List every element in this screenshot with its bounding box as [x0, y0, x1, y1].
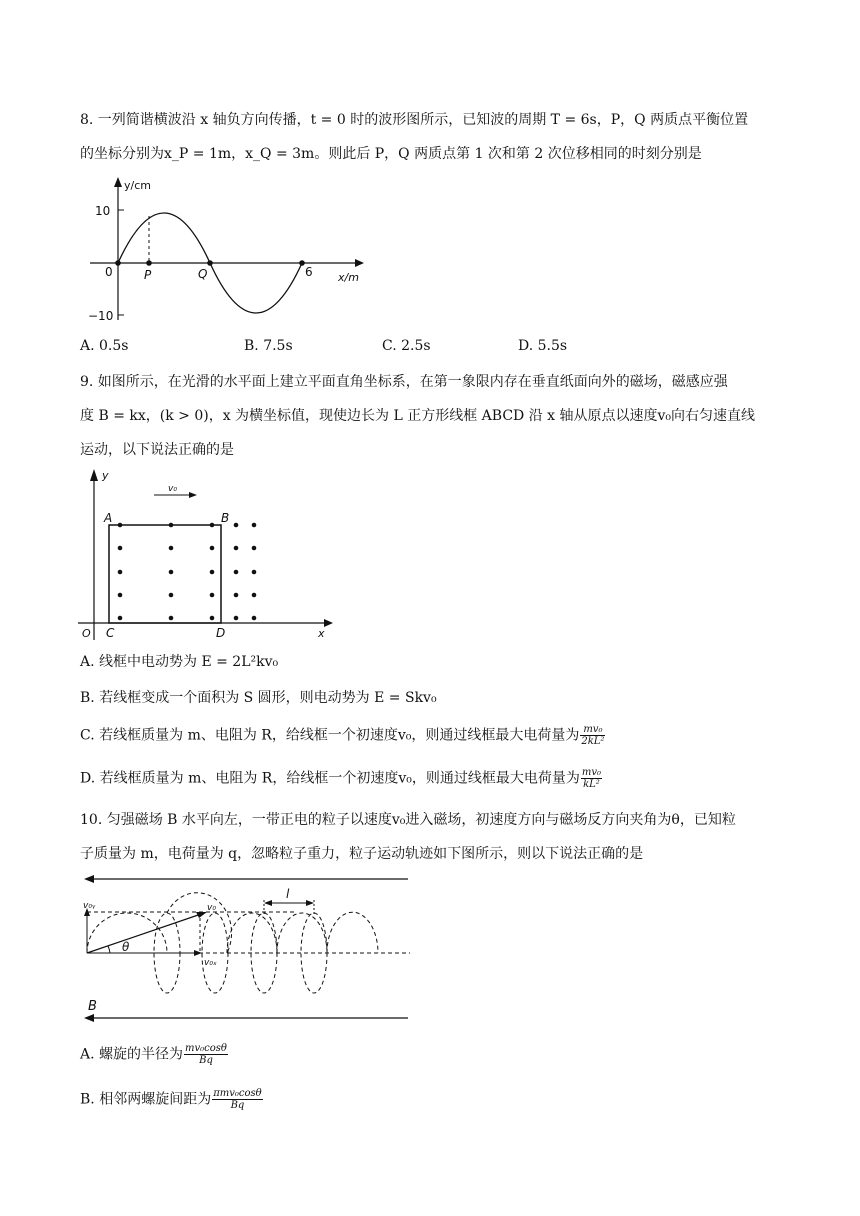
- q8-option-a[interactable]: A. 0.5s: [80, 338, 129, 354]
- label-o: O: [82, 627, 91, 640]
- q10-option-b[interactable]: [80, 1088, 263, 1111]
- q8-option-c[interactable]: C. 2.5s: [382, 338, 431, 354]
- q9-option-d-text: D. 若线框质量为 m、电阻为 R，给线框一个初速度v₀，则通过线框最大电荷量为: [80, 770, 580, 787]
- y-axis-label: y/cm: [124, 179, 151, 192]
- label-v0y: v₀ᵧ: [83, 901, 96, 911]
- q9-option-c-fraction: $\frac{\text{mv₀}}{\text{2kL²}}$: [581, 724, 605, 747]
- label-c: C: [106, 626, 115, 640]
- label-b: B: [221, 511, 230, 525]
- label-theta: θ: [122, 940, 130, 954]
- q8-wave-graph: [80, 175, 370, 325]
- q8-line2: 的坐标分别为x_P = 1m，x_Q = 3m。则此后 P，Q 两质点第 1 次和第 2 次位移相同的时刻分别是: [80, 146, 702, 162]
- tick-neg10: −10: [88, 309, 114, 323]
- label-l: l: [286, 887, 290, 901]
- q9-option-c[interactable]: [80, 724, 605, 747]
- label-v0x: v₀ₓ: [204, 958, 217, 968]
- label-x: x: [318, 627, 325, 640]
- magnetic-field-dots: [118, 523, 257, 621]
- label-q: Q: [198, 267, 208, 281]
- q9-option-c-text: C. 若线框质量为 m、电阻为 R，给线框一个初速度v₀，则通过线框最大电荷量为: [80, 727, 580, 744]
- label-d: D: [216, 626, 226, 640]
- q8-option-d[interactable]: D. 5.5s: [518, 338, 568, 354]
- q8-line1: 8. 一列简谐横波沿 x 轴负方向传播，t = 0 时的波形图所示，已知波的周期 T = 6s，P，Q 两质点平衡位置: [80, 112, 749, 128]
- q10-option-b-fraction: $\frac{\text{πmv₀cosθ}}{Bq}$: [213, 1088, 262, 1111]
- label-p: P: [144, 268, 152, 282]
- label-v0: v₀: [207, 903, 216, 913]
- label-v0: v₀: [168, 484, 177, 494]
- q9-option-d-fraction: $\frac{\text{mv₀}}{\text{kL²}}$: [581, 767, 602, 790]
- origin-label: 0: [105, 265, 113, 279]
- q10-helix-figure: [82, 870, 414, 1025]
- q9-line3: 运动，以下说法正确的是: [80, 442, 234, 458]
- q10-option-b-text: B. 相邻两螺旋间距为: [80, 1091, 212, 1108]
- q9-line1: 9. 如图所示，在光滑的水平面上建立平面直角坐标系，在第一象限内存在垂直纸面向外的磁场，磁感应强: [80, 374, 728, 390]
- q10-line1: 10. 匀强磁场 B 水平向左，一带正电的粒子以速度v₀进入磁场，初速度方向与磁场反方向夹角为θ，已知粒: [80, 812, 736, 828]
- label-a: A: [104, 511, 113, 525]
- q9-option-b[interactable]: B. 若线框变成一个面积为 S 圆形，则电动势为 E = Skv₀: [80, 690, 437, 706]
- helix-path: [87, 893, 378, 993]
- x-axis-label: x/m: [338, 271, 359, 284]
- q9-option-a[interactable]: A. 线框中电动势为 E = 2L²kv₀: [80, 654, 279, 670]
- q10-option-a-text: A. 螺旋的半径为: [80, 1046, 184, 1063]
- tick-10: 10: [95, 204, 111, 218]
- q10-line2: 子质量为 m，电荷量为 q，忽略粒子重力，粒子运动轨迹如下图所示，则以下说法正确的是: [80, 846, 644, 862]
- label-6: 6: [305, 265, 313, 279]
- q8-option-b[interactable]: B. 7.5s: [244, 338, 293, 354]
- label-b: B: [88, 999, 97, 1014]
- label-y: y: [102, 469, 109, 482]
- q9-line2: 度 B = kx，(k > 0)，x 为横坐标值，现使边长为 L 正方形线框 ABCD 沿 x 轴从原点以速度v₀向右匀速直线: [80, 408, 756, 424]
- q9-frame-figure: [76, 465, 341, 645]
- q8-options: [80, 338, 780, 358]
- q10-option-a-fraction: $\frac{\text{mv₀cosθ}}{Bq}$: [185, 1043, 227, 1066]
- q9-option-d[interactable]: [80, 767, 602, 790]
- q10-option-a[interactable]: [80, 1043, 228, 1066]
